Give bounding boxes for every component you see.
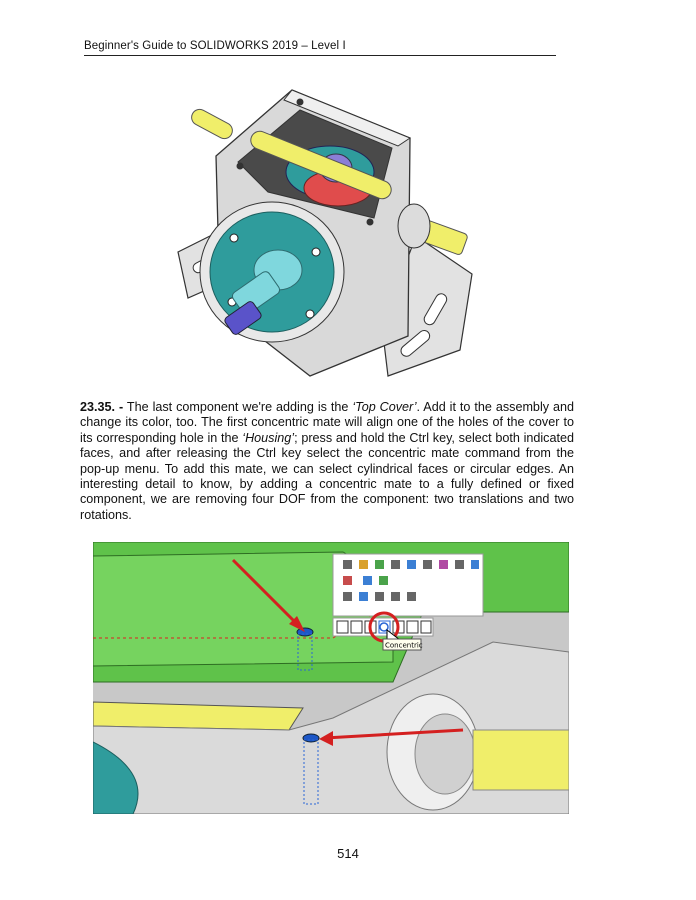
gearbox-assembly-figure xyxy=(160,76,500,396)
part-name-housing: ‘Housing’ xyxy=(242,430,295,445)
part-name-top-cover: ‘Top Cover’ xyxy=(352,400,417,414)
step-number: 23.35. - xyxy=(80,400,124,414)
concentric-mate-figure xyxy=(93,542,569,814)
page-number: 514 xyxy=(337,846,359,861)
step-text-part-3: ; press and hold the Ctrl key, select both indicated faces, and after releasing the Ctrl key select the concentric mate command from the pop-up menu. To add this mate, we can select cylindrical faces or circular edges. An interesting detail to know, by adding a concentric mate to a fully defined or fixed component, we are removing four DOF from the component: two translations and two rotations. xyxy=(80,430,574,522)
step-paragraph xyxy=(80,400,574,523)
concentric-tooltip: Concentric xyxy=(385,641,423,650)
step-text-part-1: The last component we're adding is the xyxy=(123,400,353,414)
step-text-part-2: . Add it to the assembly and change its color, too. The first concentric mate will align one of the holes of the cover to its corresponding hole in the xyxy=(80,400,575,445)
running-header: Beginner's Guide to SOLIDWORKS 2019 – Level I xyxy=(84,40,556,56)
